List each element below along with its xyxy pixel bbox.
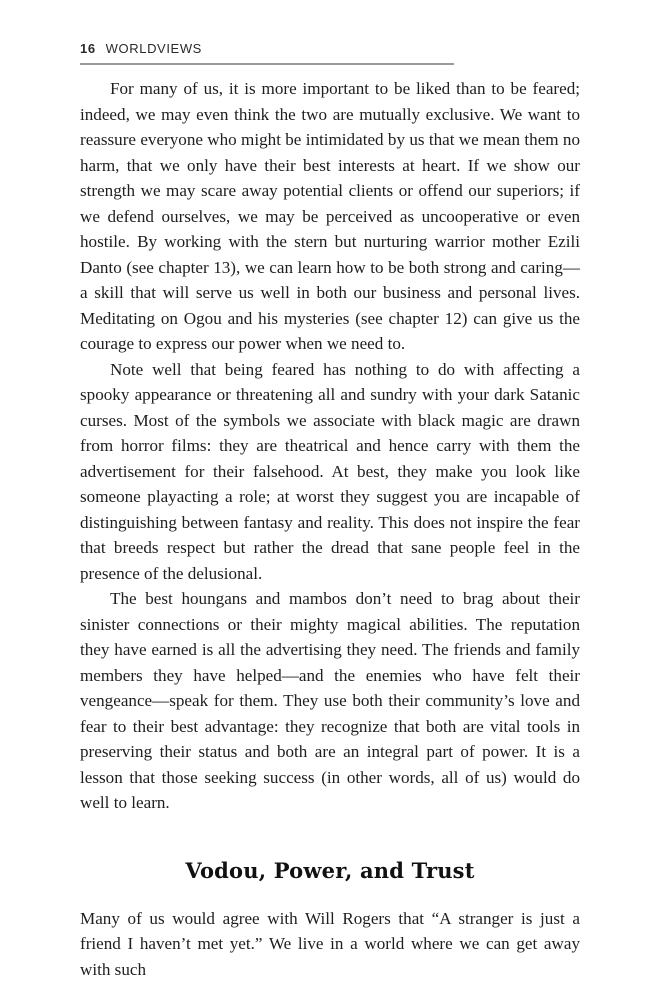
running-head [80, 41, 454, 65]
section-heading: Vodou, Power, and Trust [185, 857, 475, 883]
page-number: 16 [80, 41, 96, 56]
paragraph-2: Note well that being feared has nothing to do with affecting a spooky appearance or threatening all and sundry with your dark Satanic curses. Most of the symbols we associate with black magic are drawn from horror films: they are theatrical and hence carry with them the advertisement for their falsehood. At best, they make you look like someone playacting a role; at worst they suggest you are incapable of distinguishing between fantasy and reality. This does not inspire the fear that breeds respect but rather the dread that sane people feel in the presence of the delusional. [80, 359, 580, 583]
running-head-title: WORLDVIEWS [105, 41, 202, 56]
section-paragraph-1: Many of us would agree with Will Rogers that “A stranger is just a friend I haven’t met yet.” We live in a world where we can get away with such [80, 908, 580, 979]
paragraph-1: For many of us, it is more important to be liked than to be feared; indeed, we may even think the two are mutually exclusive. We want to reassure everyone who might be intimidated by us that we mean them no harm, that we only have their best interests at heart. If we show our strength we may scare away potential clients or offend our superiors; if we defend ourselves, we may be perceived as uncooperative or even hostile. By working with the stern but nurturing warrior mother Ezili Danto (see chapter 13), we can learn how to be both strong and caring—a skill that will serve us well in both our business and personal lives. Meditating on Ogou and his mysteries (see chapter 12) can give us the courage to express our power when we need to. [80, 79, 580, 353]
paragraph-3: The best houngans and mambos don’t need to brag about their sinister connections or their mighty magical abilities. The reputation they have earned is all the advertising they need. The friends and family members they have helped—and the enemies who have felt their vengeance—speak for them. They use both their community’s love and fear to their best advantage: they recognize that both are vital tools in preserving their status and both are an integral part of power. It is a lesson that those seeking success (in other words, all of us) would do well to learn. [80, 589, 580, 812]
body-text [80, 76, 580, 982]
